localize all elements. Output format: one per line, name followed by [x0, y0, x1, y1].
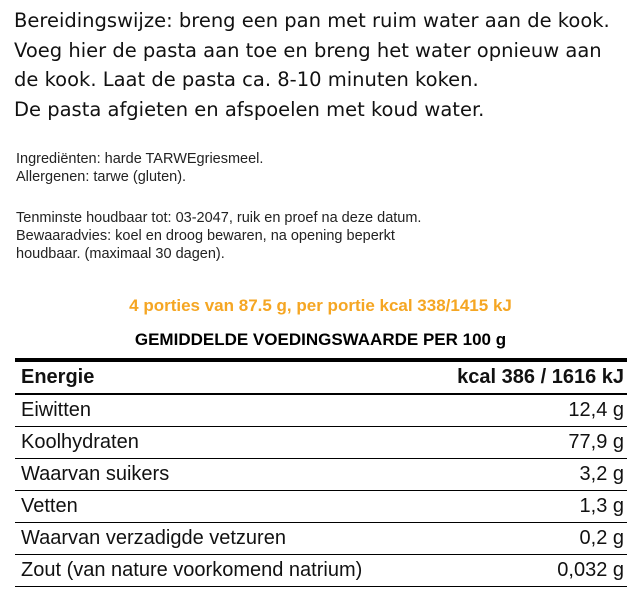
nutrient-label: Vetten — [21, 495, 78, 517]
table-row — [15, 555, 627, 587]
table-row — [15, 427, 627, 459]
nutrient-value: 0,032 g — [557, 559, 624, 581]
nutrient-label: Zout (van nature voorkomend natrium) — [21, 559, 363, 581]
ingredients-block — [16, 150, 636, 186]
nutrition-heading: GEMIDDELDE VOEDINGSWAARDE PER 100 g — [134, 330, 507, 349]
preparation-line: Bereidingswijze: breng een pan met ruim water aan de kook. — [14, 9, 610, 32]
allergens-line: Allergenen: tarwe (gluten). — [16, 169, 187, 185]
table-row — [15, 491, 627, 523]
preparation-instructions — [14, 6, 634, 124]
table-row — [15, 395, 627, 427]
nutrient-value: 77,9 g — [568, 431, 624, 453]
nutrient-value: 3,2 g — [579, 463, 624, 485]
nutrient-value: kcal 386 / 1616 kJ — [457, 366, 624, 388]
table-row — [15, 362, 627, 395]
nutrient-value: 1,3 g — [579, 495, 624, 517]
table-row — [15, 459, 627, 491]
preparation-line: De pasta afgieten en afspoelen met koud water. — [14, 97, 485, 121]
storage-line: Bewaaradvies: koel en droog bewaren, na opening beperkt — [16, 228, 395, 244]
nutrient-label: Eiwitten — [21, 399, 92, 421]
nutrition-table — [15, 358, 627, 587]
preparation-line: de kook. Laat de pasta ca. 8-10 minuten koken. — [14, 68, 479, 91]
table-row — [15, 523, 627, 555]
storage-line: houdbaar. (maximaal 30 dagen). — [16, 246, 225, 262]
nutrient-label: Koolhydraten — [21, 431, 139, 453]
preparation-line: Voeg hier de pasta aan toe en breng het water opnieuw aan — [14, 38, 602, 62]
nutrient-label: Waarvan verzadigde vetzuren — [21, 527, 286, 549]
nutrient-value: 0,2 g — [579, 527, 624, 549]
storage-line: Tenminste houdbaar tot: 03-2047, ruik en proef na deze datum. — [16, 210, 422, 226]
storage-block — [16, 209, 636, 263]
portions-info: 4 porties van 87.5 g, per portie kcal 338/1415 kJ — [129, 296, 512, 315]
nutrient-label: Energie — [21, 366, 95, 388]
ingredients-line: Ingrediënten: harde TARWEgriesmeel. — [16, 151, 264, 167]
nutrient-value: 12,4 g — [568, 399, 624, 421]
nutrient-label: Waarvan suikers — [21, 463, 170, 485]
